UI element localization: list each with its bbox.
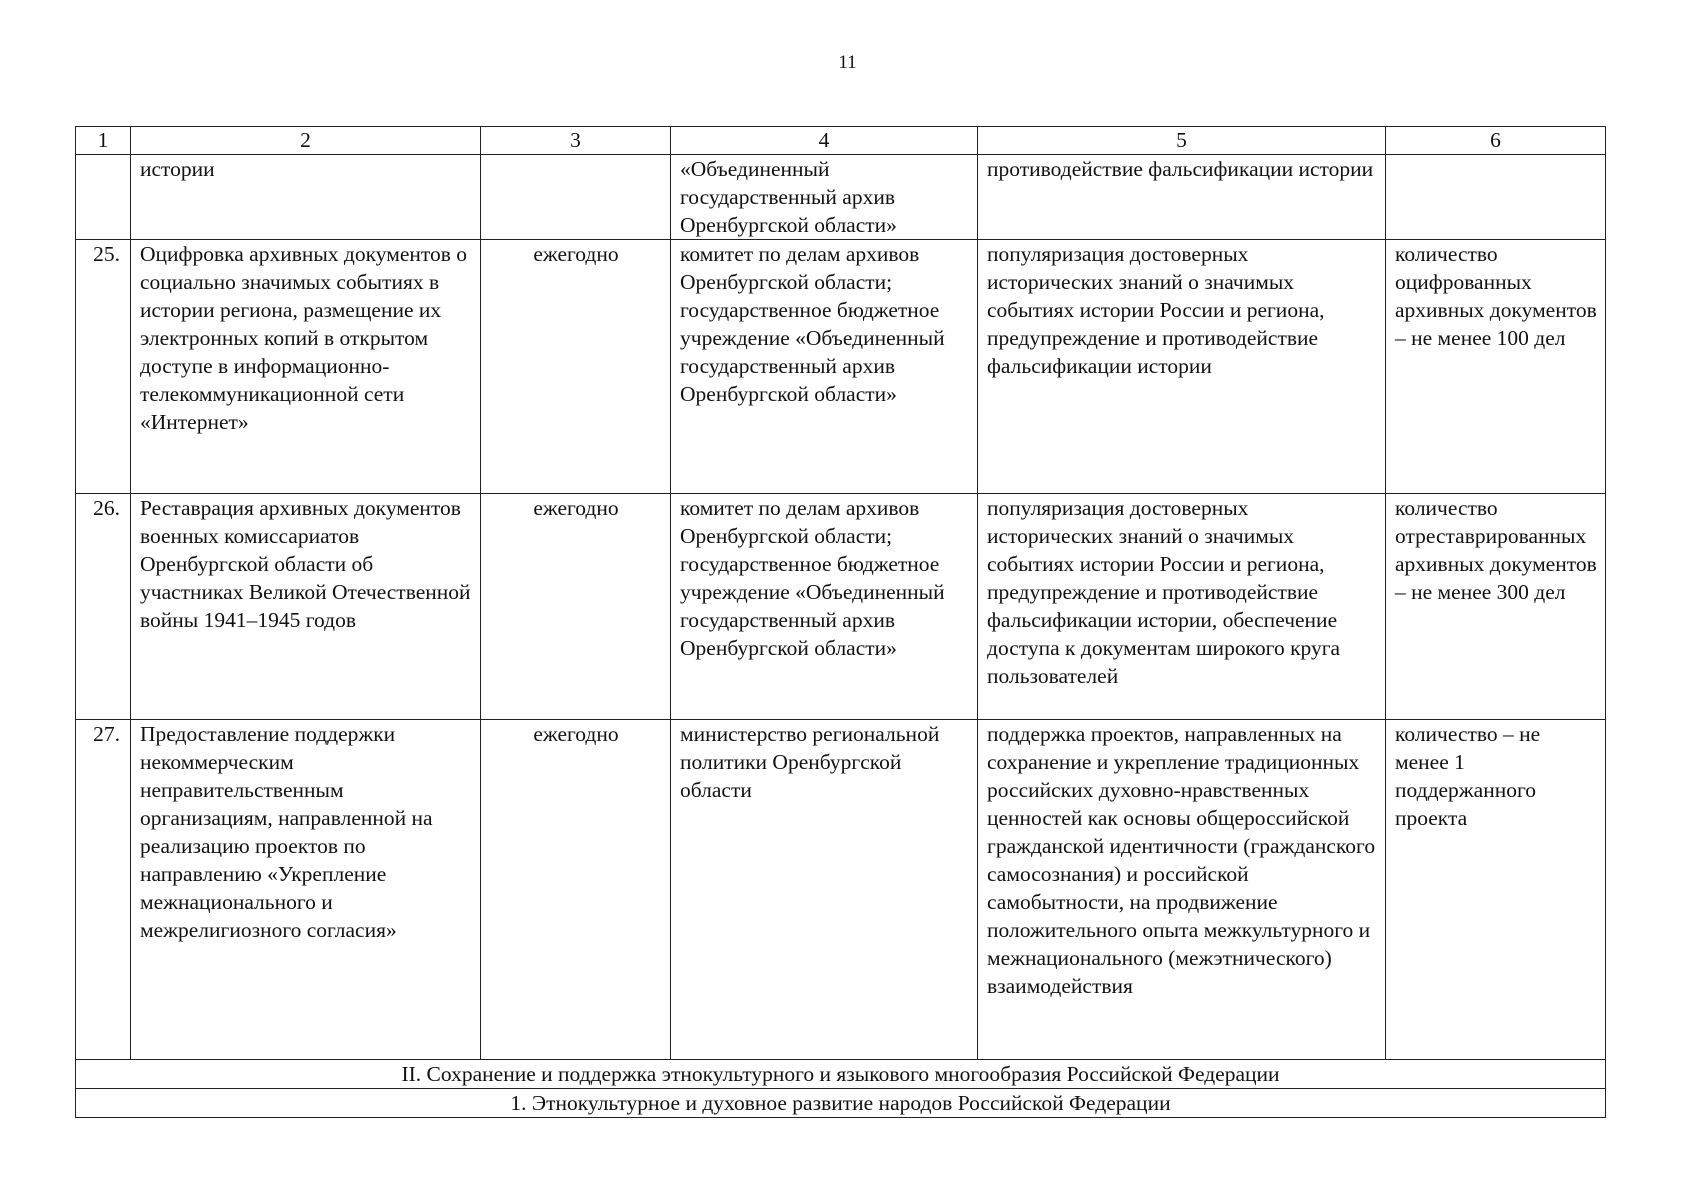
- row-number: [76, 155, 131, 240]
- subsection-row: [76, 1089, 1606, 1118]
- period-cell: ежегодно: [481, 720, 671, 1060]
- row-number: 26.: [76, 494, 131, 720]
- table-header-row: [76, 127, 1606, 155]
- measures-table: [75, 126, 1606, 1118]
- page-number: 11: [838, 52, 857, 73]
- column-header: 6: [1386, 127, 1606, 155]
- row-number: 25.: [76, 240, 131, 494]
- table-row: [76, 494, 1606, 720]
- indicator-cell: количество оцифрованных архивных документов – не менее 100 дел: [1386, 240, 1606, 494]
- section-title: II. Сохранение и поддержка этнокультурного и языкового многообразия Российской Федерации: [76, 1060, 1606, 1089]
- indicator-cell: количество – не менее 1 поддержанного проекта: [1386, 720, 1606, 1060]
- period-cell: ежегодно: [481, 240, 671, 494]
- executor-cell: министерство региональной политики Оренбургской области: [671, 720, 978, 1060]
- column-header: 4: [671, 127, 978, 155]
- subsection-title: 1. Этнокультурное и духовное развитие народов Российской Федерации: [76, 1089, 1606, 1118]
- period-cell: [481, 155, 671, 240]
- indicator-cell: количество отреставрированных архивных документов – не менее 300 дел: [1386, 494, 1606, 720]
- column-header: 2: [131, 127, 481, 155]
- table-row: [76, 240, 1606, 494]
- result-cell: популяризация достоверных исторических знаний о значимых событиях истории России и региона, предупреждение и противодействие фальсификации истории: [978, 240, 1386, 494]
- table-row: [76, 155, 1606, 240]
- event-cell: истории: [131, 155, 481, 240]
- section-row: [76, 1060, 1606, 1089]
- row-number: 27.: [76, 720, 131, 1060]
- event-cell: Предоставление поддержки некоммерческим неправительственным организациям, направленной на реализацию проектов по направлению «Укрепление межнационального и межрелигиозного согласия»: [131, 720, 481, 1060]
- column-header: 5: [978, 127, 1386, 155]
- column-header: 1: [76, 127, 131, 155]
- event-cell: Реставрация архивных документов военных комиссариатов Оренбургской области об участниках Великой Отечественной войны 1941–1945 годов: [131, 494, 481, 720]
- event-cell: Оцифровка архивных документов о социально значимых событиях в истории региона, размещение их электронных копий в открытом доступе в информационно-телекоммуникационной сети «Интернет»: [131, 240, 481, 494]
- indicator-cell: [1386, 155, 1606, 240]
- column-header: 3: [481, 127, 671, 155]
- period-cell: ежегодно: [481, 494, 671, 720]
- executor-cell: «Объединенный государственный архив Оренбургской области»: [671, 155, 978, 240]
- executor-cell: комитет по делам архивов Оренбургской области; государственное бюджетное учреждение «Объединенный государственный архив Оренбургской области»: [671, 494, 978, 720]
- table-row: [76, 720, 1606, 1060]
- result-cell: популяризация достоверных исторических знаний о значимых событиях истории России и региона, предупреждение и противодействие фальсификации истории, обеспечение доступа к документам широкого круга пользователей: [978, 494, 1386, 720]
- executor-cell: комитет по делам архивов Оренбургской области; государственное бюджетное учреждение «Объединенный государственный архив Оренбургской области»: [671, 240, 978, 494]
- result-cell: поддержка проектов, направленных на сохранение и укрепление традиционных российских духовно-нравственных ценностей как основы общероссийской гражданской идентичности (гражданского самосознания) и российской самобытности, на продвижение положительного опыта межкультурного и межнационального (межэтнического) взаимодействия: [978, 720, 1386, 1060]
- result-cell: противодействие фальсификации истории: [978, 155, 1386, 240]
